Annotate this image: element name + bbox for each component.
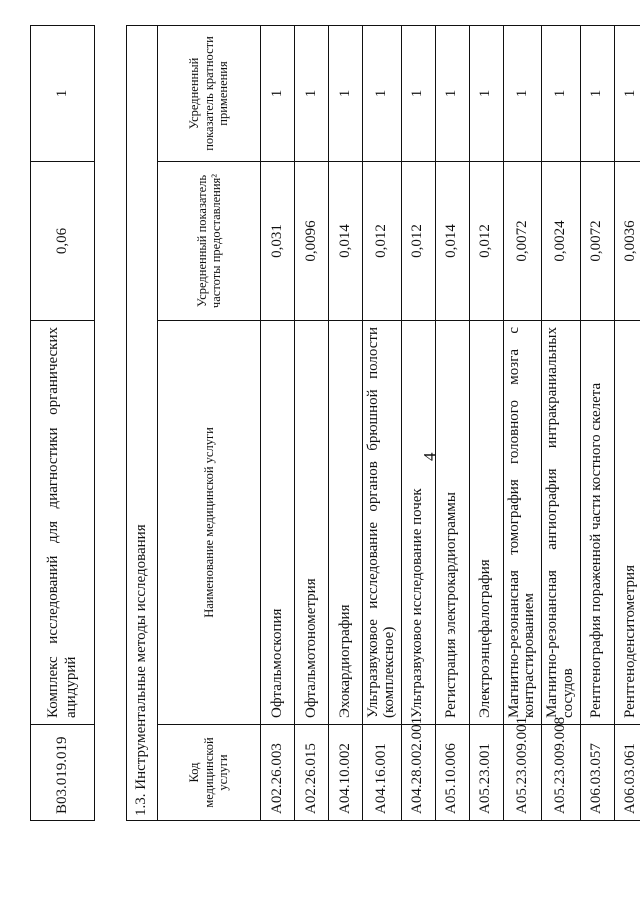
- frequency-value: 0,0072: [580, 162, 614, 321]
- table-row: [329, 25, 363, 820]
- service-name: Магнитно-резонансная томография головного мозга с контрастированием: [503, 321, 542, 725]
- frequency-value: 0,0036: [614, 162, 640, 321]
- service-name: Регистрация электрокардиограммы: [435, 321, 469, 725]
- top-table: [30, 25, 95, 821]
- service-code: A02.26.003: [261, 725, 295, 821]
- frequency-value: 0,014: [329, 162, 363, 321]
- service-code: A06.03.057: [580, 725, 614, 821]
- multiplicity-value: 1: [329, 25, 363, 161]
- section-title: 1.3. Инструментальные методы исследования: [127, 25, 158, 820]
- header-name: Наименование медицинской услуги: [158, 321, 261, 725]
- header-multiplicity: Усредненный показатель кратности применения: [158, 25, 261, 161]
- multiplicity-value: 1: [503, 25, 542, 161]
- service-code: A05.23.009.008: [542, 725, 581, 821]
- table-row: [580, 25, 614, 820]
- table-header-row: [158, 25, 261, 820]
- header-frequency: Усредненный показатель частоты предоставления²: [158, 162, 261, 321]
- service-code: A02.26.015: [295, 725, 329, 821]
- service-code: A06.03.061: [614, 725, 640, 821]
- service-code: A05.23.001: [469, 725, 503, 821]
- section-title-row: [127, 25, 158, 820]
- multiplicity-value: 1: [295, 25, 329, 161]
- multiplicity-value: 1: [580, 25, 614, 161]
- header-code: Код медицинской услуги: [158, 725, 261, 821]
- frequency-value: 0,0072: [503, 162, 542, 321]
- multiplicity-value: 1: [363, 25, 402, 161]
- service-code: A04.10.002: [329, 725, 363, 821]
- frequency-value: 0,012: [469, 162, 503, 321]
- multiplicity-value: 1: [435, 25, 469, 161]
- instrumental-methods-table: [126, 25, 640, 821]
- service-code: A05.10.006: [435, 725, 469, 821]
- table-row: [503, 25, 542, 820]
- frequency-value: 0,06: [31, 162, 95, 321]
- frequency-value: 0,012: [401, 162, 435, 321]
- table-row: [295, 25, 329, 820]
- table-row: [363, 25, 402, 820]
- multiplicity-value: 1: [542, 25, 581, 161]
- multiplicity-value: 1: [261, 25, 295, 161]
- service-code: B03.019.019: [31, 725, 95, 821]
- table-row: [542, 25, 581, 820]
- table-row: [435, 25, 469, 820]
- page-number: 4: [420, 452, 439, 461]
- service-code: A04.16.001: [363, 725, 402, 821]
- service-name: Офтальмотонометрия: [295, 321, 329, 725]
- frequency-value: 0,031: [261, 162, 295, 321]
- service-name: Офтальмоскопия: [261, 321, 295, 725]
- multiplicity-value: 1: [614, 25, 640, 161]
- service-name: Комплекс исследований для диагностики органических ацидурий: [31, 321, 95, 725]
- service-name: Рентгенография пораженной части костного скелета: [580, 321, 614, 725]
- service-name: Ультразвуковое исследование органов брюшной полости (комплексное): [363, 321, 402, 725]
- table-row: [31, 26, 95, 821]
- table-row: [469, 25, 503, 820]
- service-name: Ультразвуковое исследование почек: [401, 321, 435, 725]
- table-row: [401, 25, 435, 820]
- multiplicity-value: 1: [31, 26, 95, 162]
- frequency-value: 0,0096: [295, 162, 329, 321]
- service-code: A05.23.009.001: [503, 725, 542, 821]
- table-row: [261, 25, 295, 820]
- service-name: Рентгеноденситометрия: [614, 321, 640, 725]
- service-name: Электроэнцефалография: [469, 321, 503, 725]
- multiplicity-value: 1: [469, 25, 503, 161]
- frequency-value: 0,014: [435, 162, 469, 321]
- frequency-value: 0,012: [363, 162, 402, 321]
- service-code: A04.28.002.001: [401, 725, 435, 821]
- frequency-value: 0,0024: [542, 162, 581, 321]
- multiplicity-value: 1: [401, 25, 435, 161]
- service-name: Эхокардиография: [329, 321, 363, 725]
- table-row: [614, 25, 640, 820]
- service-name: Магнитно-резонансная ангиография интракраниальных сосудов: [542, 321, 581, 725]
